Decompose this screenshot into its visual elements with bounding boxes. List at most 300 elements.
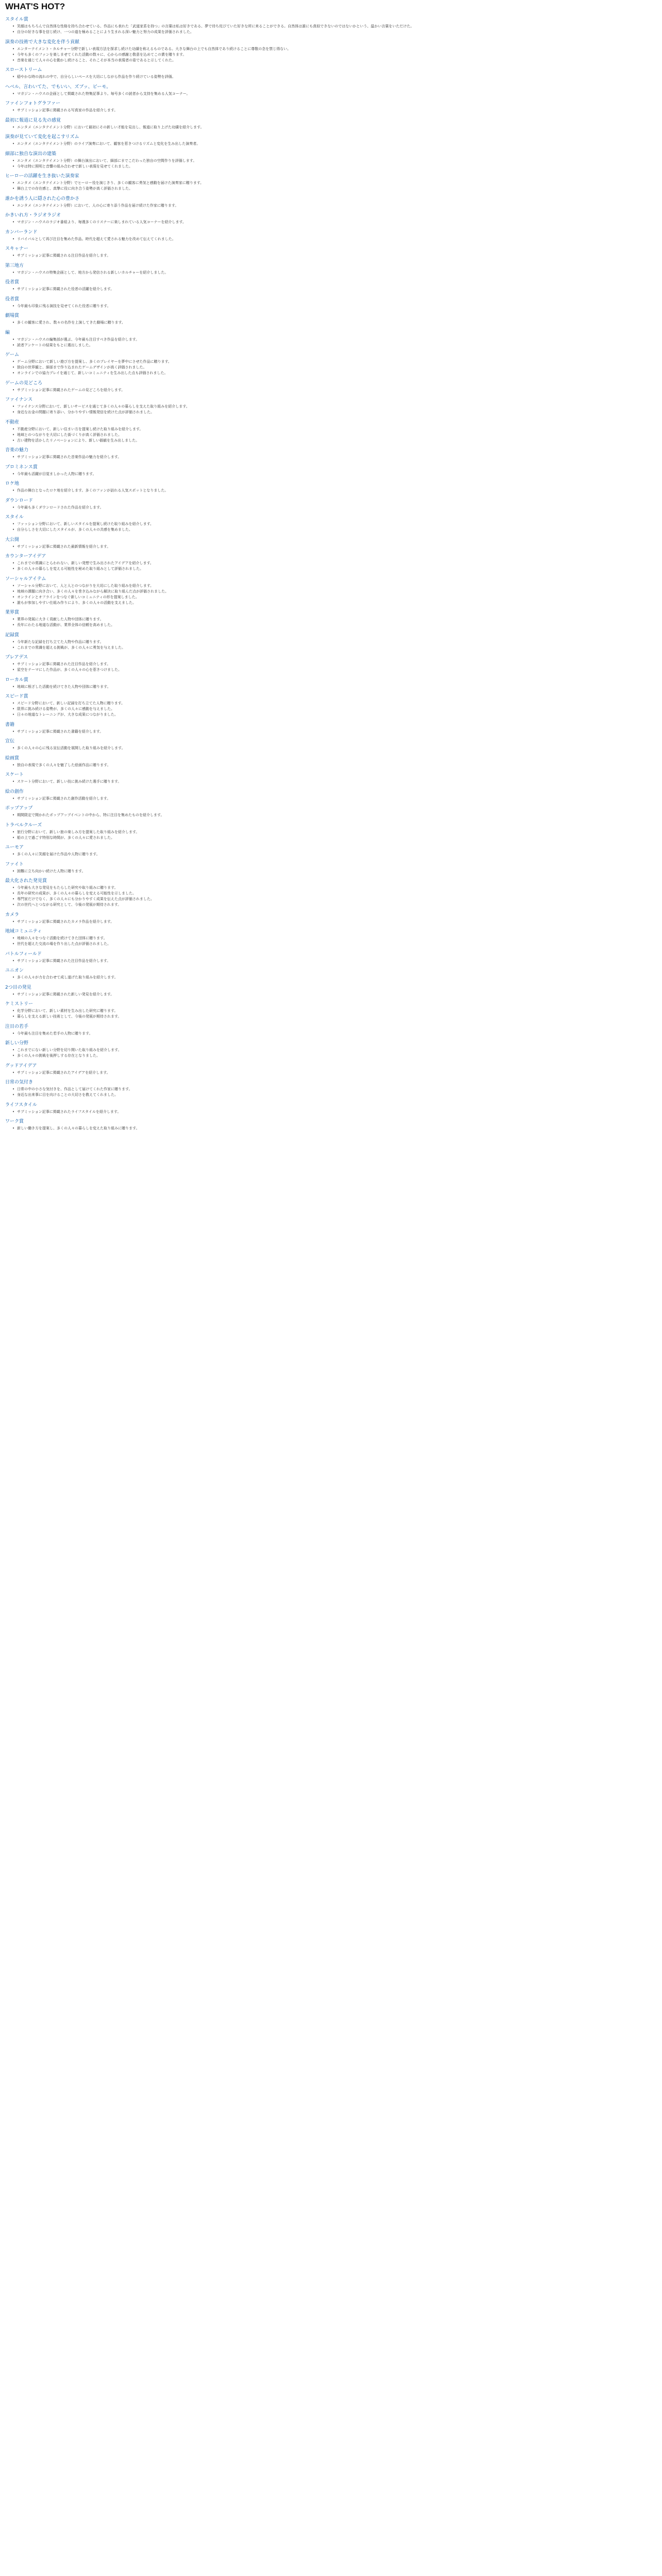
list-item — [12, 903, 658, 908]
list-item-text: ゲーム分野において新しい遊び方を提案し、多くのプレイヤーを夢中にさせた作品に贈ります。 — [17, 360, 172, 364]
section-body — [12, 662, 658, 673]
section — [5, 1063, 658, 1076]
bullet-list — [12, 320, 658, 326]
list-item — [12, 253, 658, 259]
list-item-text: これまでの常識にとらわれない、新しい発想で生み出されたアイデアを紹介します。 — [17, 561, 154, 565]
bullet-list — [12, 505, 658, 511]
list-item — [12, 561, 658, 566]
section — [5, 229, 658, 242]
section-body — [12, 886, 658, 908]
list-item — [12, 852, 658, 857]
list-item — [12, 589, 658, 595]
section-body — [12, 617, 658, 628]
section-body — [12, 920, 658, 925]
bullet-dot-icon: • — [12, 387, 15, 392]
section — [5, 654, 658, 673]
list-item — [12, 187, 658, 192]
list-item — [12, 746, 658, 751]
list-item-text: 身近なお金の問題に寄り添い、分かりやすい情報発信を続けた点が評価されました。 — [17, 410, 154, 414]
bullet-dot-icon: • — [12, 992, 15, 996]
list-item-text: 新しい働き方を提案し、多くの人々の暮らしを変えた取り組みに贈ります。 — [17, 1126, 140, 1130]
list-item — [12, 1009, 658, 1014]
list-item-text: 世代を超えた交流の場を作り出した点が評価されました。 — [17, 942, 111, 946]
bullet-list — [12, 992, 658, 997]
section-body — [12, 1087, 658, 1098]
section-title: スローストリーム — [5, 67, 42, 73]
list-item — [12, 360, 658, 365]
bullet-list — [12, 662, 658, 673]
list-item — [12, 975, 658, 980]
bullet-list — [12, 701, 658, 718]
section-title: ケミストリー — [5, 1002, 34, 1007]
list-item — [12, 936, 658, 941]
bullet-dot-icon: • — [12, 371, 15, 375]
bullet-dot-icon: • — [12, 75, 15, 79]
section-body — [12, 388, 658, 393]
list-item — [12, 371, 658, 376]
section-title: 演奏の技術で大きな変化を伴う貢献 — [5, 39, 80, 45]
bullet-dot-icon: • — [12, 253, 15, 258]
section — [5, 755, 658, 768]
list-item-text: 地域に根ざした活動を続けてきた人物や団体に贈ります。 — [17, 684, 111, 689]
section-title: 新しい分野 — [5, 1041, 29, 1046]
bullet-list — [12, 181, 658, 192]
bullet-dot-icon: • — [12, 561, 15, 565]
bullet-list — [12, 640, 658, 651]
bullet-list — [12, 472, 658, 477]
bullet-list — [12, 545, 658, 550]
list-item-text: エンタメ（エンタテイメント分野）の舞台演出において、細部にまでこだわった独自の空間作りを評価します。 — [17, 158, 197, 163]
section-body — [12, 1009, 658, 1020]
sections-list — [5, 16, 658, 1131]
bullet-list — [12, 869, 658, 874]
list-item-text: サブミッション記事に掲載された役者の活躍を紹介します。 — [17, 287, 114, 291]
section — [5, 397, 658, 415]
list-item-text: サブミッション記事に掲載された新しい発見を紹介します。 — [17, 992, 114, 996]
section — [5, 1040, 658, 1059]
bullet-list — [12, 388, 658, 393]
section — [5, 117, 658, 130]
section-body — [12, 92, 658, 97]
section — [5, 296, 658, 309]
list-item-text: サブミッション記事に掲載された注目作品を紹介します。 — [17, 662, 111, 666]
section — [5, 537, 658, 550]
bullet-list — [12, 920, 658, 925]
section-title: 書籍 — [5, 722, 15, 727]
section-body — [12, 220, 658, 225]
list-item — [12, 897, 658, 902]
list-item-text: 誰もが参加しやすい仕組み作りにより、多くの人々の活動を支えました。 — [17, 600, 136, 605]
bullet-dot-icon: • — [12, 203, 15, 208]
section — [5, 576, 658, 606]
section-title: スタイル — [5, 515, 24, 520]
section — [5, 722, 658, 735]
section-title: ダウンロード — [5, 498, 34, 503]
bullet-dot-icon: • — [12, 164, 15, 168]
list-item — [12, 433, 658, 438]
list-item — [12, 142, 658, 147]
section-title: ファイト — [5, 861, 24, 867]
bullet-dot-icon: • — [12, 869, 15, 873]
bullet-list — [12, 1048, 658, 1059]
bullet-dot-icon: • — [12, 320, 15, 325]
bullet-list — [12, 1071, 658, 1076]
section-title: プレアデス — [5, 655, 28, 660]
bullet-dot-icon: • — [12, 684, 15, 689]
bullet-list — [12, 561, 658, 572]
section-body — [12, 779, 658, 785]
section-title: スケート — [5, 772, 24, 777]
list-item — [12, 365, 658, 370]
list-item-text: サブミッション記事に掲載された創作活動を紹介します。 — [17, 796, 111, 801]
bullet-list — [12, 779, 658, 785]
list-item — [12, 270, 658, 276]
section-body — [12, 640, 658, 651]
section-title: カンバーランド — [5, 229, 38, 235]
section-title: 不動産 — [5, 419, 20, 425]
section — [5, 1079, 658, 1098]
list-item-text: 旅行分野において、新しい旅の楽しみ方を提案した取り組みを紹介します。 — [17, 829, 140, 834]
list-item-text: 地域とのつながりを大切にした街づくりが高く評価されました。 — [17, 432, 122, 437]
list-item — [12, 488, 658, 494]
list-item-text: 長年にわたる地道な活動が、業界全体の信頼を高めました。 — [17, 623, 114, 627]
list-item — [12, 830, 658, 835]
list-item-text: リバイバルとして再び注目を集めた作品。時代を超えて愛される魅力を改めて伝えてくれました。 — [17, 236, 176, 241]
list-item — [12, 713, 658, 718]
list-item — [12, 438, 658, 444]
section — [5, 609, 658, 628]
list-item — [12, 159, 658, 164]
list-item — [12, 58, 658, 63]
section-title: ローカル賞 — [5, 677, 28, 683]
section — [5, 464, 658, 477]
section — [5, 985, 658, 997]
bullet-dot-icon: • — [12, 544, 15, 549]
list-item — [12, 30, 658, 35]
bullet-dot-icon: • — [12, 796, 15, 801]
list-item-text: 穏やかな時の流れの中で、自分らしいペースを大切にしながら作品を作り続けている姿勢を評価。 — [17, 75, 176, 79]
list-item-text: 自分らしさを大切にしたスタイルが、多くの人々の共感を集めました。 — [17, 528, 133, 532]
list-item — [12, 685, 658, 690]
section — [5, 352, 658, 376]
bullet-dot-icon: • — [12, 181, 15, 185]
section-title: 2つ目の発見 — [5, 985, 31, 990]
list-item-text: 地域の課題に向き合い、多くの人々を巻き込みながら解決に取り組んだ点が評価されました。 — [17, 589, 169, 594]
list-item — [12, 584, 658, 589]
section — [5, 246, 658, 259]
list-item — [12, 567, 658, 572]
bullet-list — [12, 959, 658, 964]
bullet-dot-icon: • — [12, 438, 15, 443]
section — [5, 39, 658, 63]
list-item-text: 今年も多くのファンを楽しませてくれた活動の数々に、心からの感謝と敬意を込めてこの賞を贈ります。 — [17, 52, 187, 57]
list-item-text: エンターテイメント・カルチャー分野で新しい表現方法を探求し続けた功績を称えるものである。大きな舞台の上でも自然体であり続けることに尊敬の念を禁じ得ない。 — [17, 46, 291, 51]
list-item — [12, 545, 658, 550]
section — [5, 844, 658, 857]
list-item-text: サブミッション記事に掲載される写真家の作品を紹介します。 — [17, 108, 118, 112]
list-item — [12, 24, 658, 29]
bullet-dot-icon: • — [12, 46, 15, 51]
list-item-text: サブミッション記事に掲載されたライフスタイルを紹介します。 — [17, 1109, 121, 1114]
bullet-dot-icon: • — [12, 30, 15, 34]
list-item — [12, 886, 658, 891]
section — [5, 84, 658, 97]
section-body — [12, 472, 658, 477]
list-item-text: サブミッション記事に掲載された音楽作品の魅力を紹介します。 — [17, 455, 122, 459]
list-item-text: 独自の表現で多くの人々を魅了した絵画作品に贈ります。 — [17, 762, 111, 767]
section — [5, 330, 658, 348]
section-title: ファイナンス — [5, 397, 33, 402]
page-title: WHAT'S HOT? — [5, 2, 65, 11]
list-item — [12, 125, 658, 130]
list-item — [12, 942, 658, 947]
list-item-text: 今年最も注目を集めた若手の人物に贈ります。 — [17, 1031, 93, 1036]
bullet-list — [12, 813, 658, 818]
list-item — [12, 920, 658, 925]
list-item-text: スケート分野において、新しい技に挑み続けた選手に贈ります。 — [17, 779, 122, 784]
bullet-dot-icon: • — [12, 958, 15, 963]
list-item — [12, 1054, 658, 1059]
bullet-dot-icon: • — [12, 1048, 15, 1052]
list-item-text: 日々の地道なトレーニングが、大きな成果につながりました。 — [17, 713, 118, 717]
section — [5, 173, 658, 192]
section — [5, 928, 658, 947]
list-item — [12, 891, 658, 896]
section-title: 音楽の魅力 — [5, 448, 29, 453]
bullet-dot-icon: • — [12, 729, 15, 734]
list-item-text: 古い建物を活かしたリノベーションにより、新しい価値を生み出しました。 — [17, 438, 140, 443]
bullet-dot-icon: • — [12, 303, 15, 308]
bullet-list — [12, 1087, 658, 1098]
section — [5, 738, 658, 751]
section-title: カメラ — [5, 912, 20, 918]
list-item-text: 業界の発展に大きく貢献した人物や団体に贈ります。 — [17, 617, 104, 621]
bullet-dot-icon: • — [12, 142, 15, 146]
bullet-list — [12, 830, 658, 841]
list-item — [12, 836, 658, 841]
list-item-text: 次の世代へとつながる研究として、今後の発展が期待されます。 — [17, 903, 122, 907]
section — [5, 553, 658, 572]
list-item-text: 地域の人々をつなぐ活動を続けてきた団体に贈ります。 — [17, 936, 107, 940]
list-item — [12, 707, 658, 712]
bullet-dot-icon: • — [12, 410, 15, 414]
section-title: ワーク賞 — [5, 1119, 24, 1124]
bullet-list — [12, 237, 658, 242]
bullet-dot-icon: • — [12, 662, 15, 666]
bullet-list — [12, 159, 658, 170]
list-item-text: 今年最も大きな発見をもたらした研究や取り組みに贈ります。 — [17, 886, 118, 890]
section-body — [12, 427, 658, 444]
section-title: 最大化された発見賞 — [5, 878, 47, 884]
bullet-dot-icon: • — [12, 600, 15, 605]
section — [5, 789, 658, 802]
section-title: 業界賞 — [5, 610, 20, 615]
bullet-dot-icon: • — [12, 639, 15, 644]
list-item-text: 限界に挑み続ける姿勢が、多くの人々に感動を与えました。 — [17, 707, 114, 711]
list-item-text: エンタメ（エンタテイメント分野）でヒーロー役を演じきり、多くの観客に勇気と感動を届けた演奏家に贈ります。 — [17, 181, 204, 185]
section-body — [12, 763, 658, 768]
bullet-dot-icon: • — [12, 595, 15, 599]
bullet-dot-icon: • — [12, 1014, 15, 1019]
bullet-dot-icon: • — [12, 1109, 15, 1114]
section-body — [12, 304, 658, 309]
bullet-dot-icon: • — [12, 583, 15, 588]
list-item-text: ファッション分野において、新しいスタイルを提案し続けた取り組みを紹介します。 — [17, 522, 154, 526]
section — [5, 951, 658, 964]
section-body — [12, 701, 658, 718]
bullet-list — [12, 522, 658, 533]
section — [5, 514, 658, 533]
bullet-dot-icon: • — [12, 455, 15, 459]
list-item-text: マガジン・ハウスの特集企画として、地方から発信される新しいカルチャーを紹介しました。 — [17, 270, 169, 275]
section — [5, 822, 658, 841]
bullet-dot-icon: • — [12, 891, 15, 895]
bullet-dot-icon: • — [12, 936, 15, 940]
section-body — [12, 24, 658, 35]
list-item — [12, 796, 658, 802]
bullet-dot-icon: • — [12, 365, 15, 369]
section — [5, 151, 658, 170]
bullet-dot-icon: • — [12, 220, 15, 224]
list-item-text: マガジン・ハウスの編集部が選ぶ、今年最も注目すべき作品を紹介します。 — [17, 337, 140, 342]
bullet-dot-icon: • — [12, 427, 15, 431]
section — [5, 1001, 658, 1020]
section-body — [12, 159, 658, 170]
bullet-dot-icon: • — [12, 471, 15, 476]
bullet-list — [12, 763, 658, 768]
bullet-dot-icon: • — [12, 668, 15, 672]
section — [5, 1024, 658, 1037]
section — [5, 100, 658, 113]
list-item — [12, 108, 658, 113]
list-item — [12, 1126, 658, 1131]
section-body — [12, 125, 658, 130]
bullet-dot-icon: • — [12, 360, 15, 364]
bullet-list — [12, 108, 658, 113]
section — [5, 677, 658, 690]
bullet-dot-icon: • — [12, 897, 15, 901]
list-item-text: 笑顔はもちろんで自然体な性格を持ち合わせている、作品にも表れた「武道家系を持つ」の言葉は私は好きである、夢で待ち侘びていた好きな所に来ることができる。自然体は誰にも真似できないのではないかという、温かい言葉をいただけた。 — [17, 24, 414, 28]
list-item — [12, 75, 658, 80]
section-body — [12, 337, 658, 348]
section-body — [12, 287, 658, 292]
bullet-dot-icon: • — [12, 236, 15, 241]
list-item-text: 多くの人々に笑顔を届けた作品や人物に贈ります。 — [17, 852, 100, 856]
list-item-text: マガジン・ハウスのラジオ番組より、毎週多くのリスナーに楽しまれている人気コーナーを紹介します。 — [17, 220, 186, 224]
section-body — [12, 936, 658, 947]
section — [5, 878, 658, 908]
bullet-dot-icon: • — [12, 1054, 15, 1058]
section-body — [12, 852, 658, 857]
section-body — [12, 869, 658, 874]
bullet-dot-icon: • — [12, 505, 15, 510]
section-body — [12, 181, 658, 192]
list-item-text: スピード分野において、新しい記録を打ち立てた人物に贈ります。 — [17, 701, 125, 705]
section-body — [12, 975, 658, 980]
list-item-text: エンタメ（エンタテイメント分野）において、人の心に寄り添う作品を届け続けた作家に贈ります。 — [17, 203, 179, 208]
bullet-dot-icon: • — [12, 337, 15, 342]
bullet-list — [12, 488, 658, 494]
section-body — [12, 796, 658, 802]
bullet-dot-icon: • — [12, 617, 15, 621]
list-item-text: サブミッション記事に掲載されたゲームの見どころを紹介します。 — [17, 387, 125, 392]
section — [5, 1118, 658, 1131]
bullet-list — [12, 730, 658, 735]
list-item-text: 多くの人々の挑戦を後押しする存在となりました。 — [17, 1054, 100, 1058]
bullet-dot-icon: • — [12, 1031, 15, 1036]
section-body — [12, 959, 658, 964]
list-item — [12, 813, 658, 818]
list-item — [12, 427, 658, 432]
list-item-text: 日常の中の小さな気付きを、作品として届けてくれた作家に贈ります。 — [17, 1087, 133, 1091]
list-item — [12, 1014, 658, 1020]
section-title: 絵画賞 — [5, 755, 20, 761]
section-title: 劇場賞 — [5, 313, 20, 318]
list-item — [12, 992, 658, 997]
section-body — [12, 730, 658, 735]
list-item-text: サブミッション記事に掲載された最新情報を紹介します。 — [17, 544, 111, 549]
section-title: スピード賞 — [5, 694, 28, 699]
section-body — [12, 320, 658, 326]
section-title: 最初に報道に見る先の感覚 — [5, 117, 61, 123]
bullet-list — [12, 287, 658, 292]
list-item-text: サブミッション記事に掲載された書籍を紹介します。 — [17, 729, 104, 734]
bullet-list — [12, 617, 658, 628]
section-title: ロケ地 — [5, 481, 20, 486]
list-item-text: 今年最も多くダウンロードされた作品を紹介します。 — [17, 505, 104, 510]
section-title: ポップアップ — [5, 806, 33, 811]
section-title: 役者賞 — [5, 280, 20, 285]
bullet-dot-icon: • — [12, 645, 15, 650]
bullet-list — [12, 584, 658, 606]
bullet-list — [12, 75, 658, 80]
section-title: プロミネンス賞 — [5, 464, 38, 470]
list-item — [12, 287, 658, 292]
bullet-dot-icon: • — [12, 701, 15, 705]
list-item — [12, 1087, 658, 1092]
section-body — [12, 685, 658, 690]
section-body — [12, 488, 658, 494]
section — [5, 805, 658, 818]
section-title: トラベルクルーズ — [5, 822, 42, 828]
section-title: 地域コミュニティ — [5, 929, 42, 934]
section — [5, 693, 658, 718]
section-body — [12, 270, 658, 276]
section-body — [12, 992, 658, 997]
list-item — [12, 304, 658, 309]
bullet-dot-icon: • — [12, 779, 15, 784]
list-item-text: 今年は特に照明と音響の組み合わせで新しい表現を見せてくれました。 — [17, 164, 133, 168]
bullet-dot-icon: • — [12, 187, 15, 191]
bullet-list — [12, 142, 658, 147]
list-item-text: 暮らしを支える新しい技術として、今後の発展が期待されます。 — [17, 1014, 122, 1019]
list-item — [12, 53, 658, 58]
list-item-text: 舞台上での存在感と、真摯に役に向き合う姿勢が高く評価されました。 — [17, 187, 133, 191]
section-body — [12, 404, 658, 415]
bullet-dot-icon: • — [12, 522, 15, 526]
section — [5, 447, 658, 460]
bullet-dot-icon: • — [12, 1126, 15, 1130]
bullet-list — [12, 47, 658, 63]
list-item — [12, 181, 658, 186]
bullet-dot-icon: • — [12, 919, 15, 924]
section-title: かきいれ方・ラジオラジオ — [5, 213, 61, 218]
list-item — [12, 522, 658, 527]
list-item-text: 困難に立ち向かい続けた人物に贈ります。 — [17, 869, 86, 873]
list-item — [12, 220, 658, 225]
bullet-list — [12, 304, 658, 309]
section-title: ソーシャルアイテム — [5, 576, 46, 582]
